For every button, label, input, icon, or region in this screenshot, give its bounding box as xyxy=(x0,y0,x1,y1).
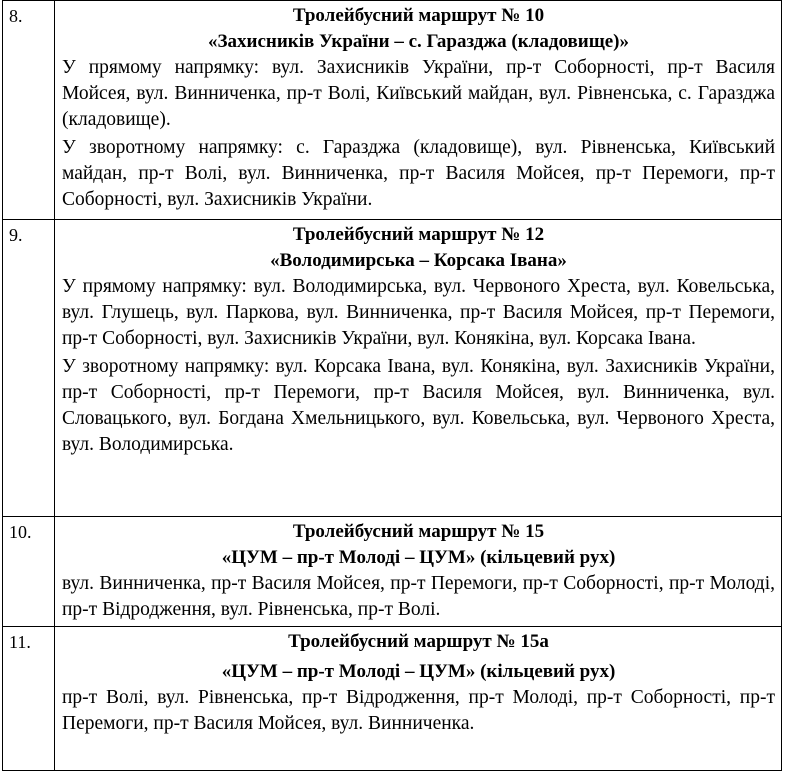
route-title: Тролейбусний маршрут № 12 xyxy=(292,224,545,245)
route-subtitle: «ЦУМ – пр-т Молоді – ЦУМ» (кільцевий рух) xyxy=(221,661,616,682)
route-title: Тролейбусний маршрут № 15 xyxy=(292,521,545,542)
route-title: Тролейбусний маршрут № 15а xyxy=(288,631,549,652)
route-forward-direction: У прямому напрямку: вул. Володимирська, вул. Червоного Хреста, вул. Ковельська, вул. Глушець, вул. Паркова, вул. Винниченка, пр-т Василя Мойсея, пр-т Перемоги, пр-т Соборності, вул. Захисників України, вул. Конякіна, вул. Корсака Івана. xyxy=(62,276,775,349)
route-reverse-direction: У зворотному напрямку: с. Гаразджа (кладовище), вул. Рівненська, Київський майдан, пр-т Волі, вул. Винниченка, пр-т Василя Мойсея, пр-т Перемоги, пр-т Соборності, вул. Захисників України. xyxy=(62,137,775,210)
route-reverse-direction: У зворотному напрямку: вул. Корсака Івана, вул. Конякіна, вул. Захисників України, пр-т Соборності, пр-т Перемоги, пр-т Василя Мойсея, вул. Винниченка, вул. Словацького, вул. Богдана Хмельницького, вул. Ковельська, вул. Червоного Хреста, вул. Володимирська. xyxy=(62,356,775,455)
routes-table xyxy=(2,0,782,771)
row-number: 9. xyxy=(3,220,55,517)
row-number: 11. xyxy=(3,627,55,771)
row-number: 8. xyxy=(3,1,55,220)
route-cell xyxy=(55,1,782,220)
route-title: Тролейбусний маршрут № 10 xyxy=(292,5,545,26)
table-row xyxy=(3,220,782,517)
route-forward-direction: У прямому напрямку: вул. Захисників України, пр-т Соборності, пр-т Василя Мойсея, вул. Винниченка, пр-т Волі, Київський майдан, вул. Рівненська, с. Гаразджа (кладовище). xyxy=(62,57,775,130)
row-number: 10. xyxy=(3,517,55,627)
route-subtitle: «Захисників України – с. Гаразджа (кладовище)» xyxy=(207,31,630,52)
table-row xyxy=(3,1,782,220)
route-circular-path: вул. Винниченка, пр-т Василя Мойсея, пр-т Перемоги, пр-т Соборності, пр-т Молоді, пр-т Відродження, вул. Рівненська, пр-т Волі. xyxy=(62,573,775,620)
table-row xyxy=(3,517,782,627)
route-cell xyxy=(55,627,782,771)
route-cell xyxy=(55,517,782,627)
route-cell xyxy=(55,220,782,517)
route-circular-path: пр-т Волі, вул. Рівненська, пр-т Відродження, пр-т Молоді, пр-т Соборності, пр-т Перемоги, пр-т Василя Мойсея, вул. Винниченка. xyxy=(62,687,775,734)
route-subtitle: «ЦУМ – пр-т Молоді – ЦУМ» (кільцевий рух) xyxy=(221,547,616,568)
route-subtitle: «Володимирська – Корсака Івана» xyxy=(270,250,567,271)
table-row xyxy=(3,627,782,771)
